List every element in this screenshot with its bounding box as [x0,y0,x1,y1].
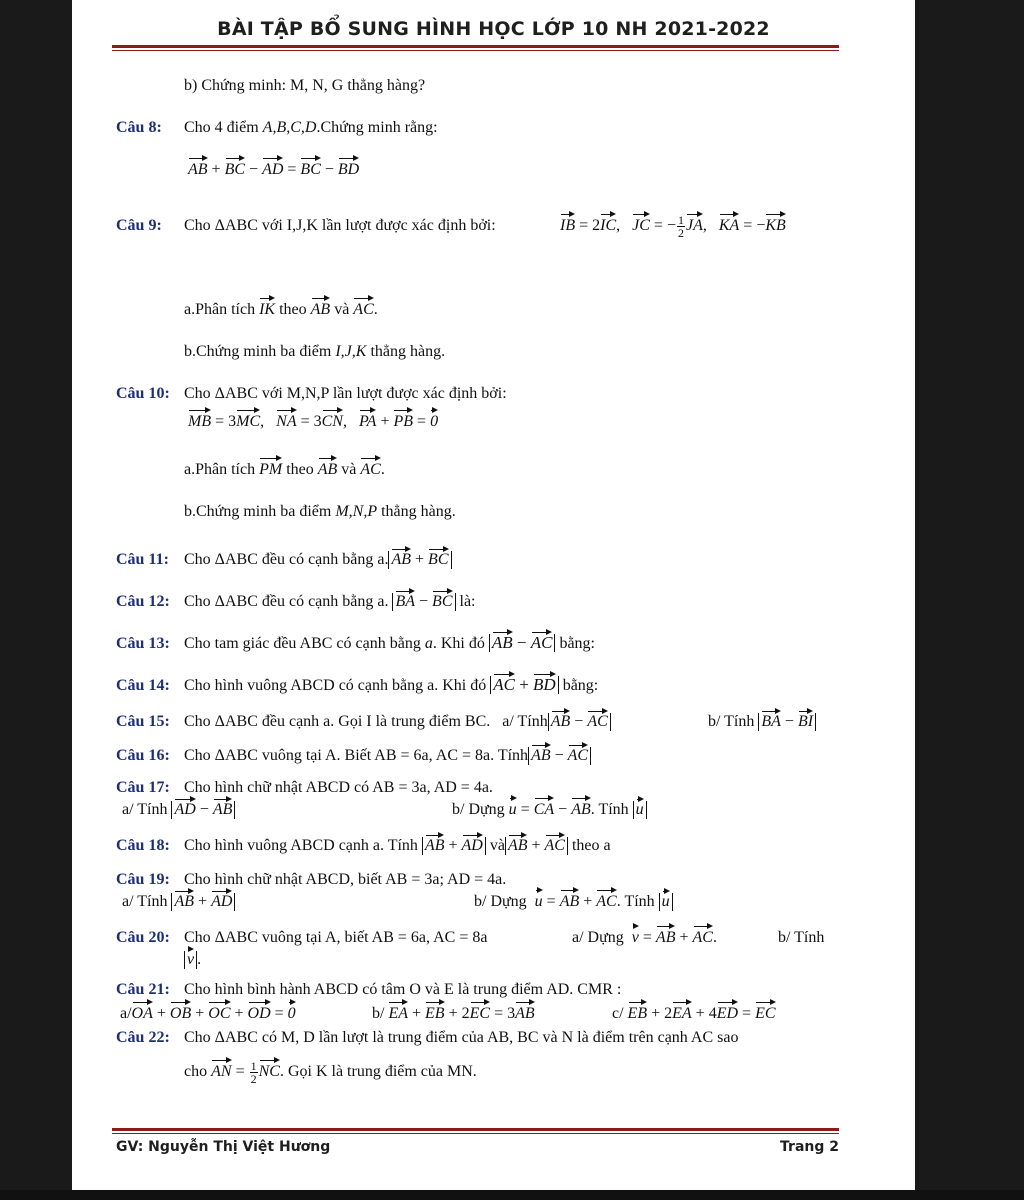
q12-tail: là: [459,593,476,610]
footer-rule-thin [112,1133,839,1134]
q17-b-label: b/ Dựng [452,801,505,818]
q18-text: Cho hình vuông ABCD cạnh a. Tính [184,837,418,854]
q17-part-a: a/ Tính AD − AB [122,800,235,820]
q15-text: Cho ΔABC đều cạnh a. Gọi I là trung điểm BC. [184,713,491,730]
q10-intro: Cho ΔABC với M,N,P lần lượt được xác định bởi: [184,385,507,402]
q9-part-a: a.Phân tích IK theo AB và AC. [184,301,378,318]
question-8 [116,118,438,138]
q17-c-label: . Tính [590,801,629,818]
q20-text: Cho ΔABC vuông tại A, biết AB = 6a, AC = 8a [184,929,488,946]
q20-part-a: a/ Dựng v = AB + AC. [572,929,717,946]
q14-tail: bằng: [562,677,599,694]
document-title: BÀI TẬP BỔ SUNG HÌNH HỌC LỚP 10 NH 2021-2022 [217,18,770,40]
q19-b-label: b/ Dựng [474,893,527,910]
q19-part-a: a/ Tính AB + AD [122,892,235,912]
question-8-label: Câu 8: [116,119,162,136]
q21-a-label: a/ [120,1005,132,1022]
question-18: Câu 18: Cho hình vuông ABCD cạnh a. Tính AB + AD và AB + AC theo a [116,837,611,854]
q16-text: Cho ΔABC vuông tại A. Biết AB = 6a, AC = 8a. Tính [184,747,529,764]
q13-tail: bằng: [559,635,595,652]
question-20 [116,928,487,948]
question-19-label: Câu 19: [116,871,170,888]
question-9-label: Câu 9: [116,217,162,234]
q18-and: và [489,837,505,854]
question-17 [116,778,493,798]
question-17-label: Câu 17: [116,779,170,796]
q19-c-label: . Tính [616,893,655,910]
q13-text: Cho tam giác đều ABC có cạnh bằng [184,635,421,652]
question-18-label: Câu 18: [116,837,170,854]
question-19 [116,870,506,890]
question-10-label: Câu 10: [116,385,170,402]
q17-text: Cho hình chữ nhật ABCD có AB = 3a, AD = 4a. [184,779,493,796]
footer-rule [112,1128,839,1131]
q8-equation: AB + BC − AD = BC − BD [188,161,360,178]
q20-abs-v: v . [184,950,201,970]
question-12: Câu 12: Cho ΔABC đều có cạnh bằng a. BA − BC là: [116,593,476,610]
question-14: Câu 14: Cho hình vuông ABCD có cạnh bằng a. Khi đó AC + BD bằng: [116,675,599,694]
q20-a-label: a/ Dựng [572,929,624,946]
q8-rest: .Chứng minh rằng: [316,119,438,136]
question-9 [116,216,496,236]
q9-intro: Cho ΔABC với I,J,K lần lượt được xác định bởi: [184,217,496,234]
bottom-border [0,1190,1024,1200]
q22-text: Cho ΔABC có M, D lần lượt là trung điểm của AB, BC và N là điểm trên cạnh AC sao [184,1029,739,1046]
q9-equations: IB = 2IC, JC = − $\frac{1}{2}$ JA, KA = −KB [560,213,786,240]
q12-text: Cho ΔABC đều có cạnh bằng a. [184,593,389,610]
question-14-label: Câu 14: [116,677,170,694]
q11-text: Cho ΔABC đều có cạnh bằng a. [184,551,389,568]
q14-text: Cho hình vuông ABCD có cạnh bằng a. Khi đó [184,677,487,694]
q21-part-b: b/ EA + EB + 2EC = 3AB [372,1005,535,1022]
q9-part-b: b.Chứng minh ba điểm I,J,K thẳng hàng. [184,343,446,360]
question-13-label: Câu 13: [116,635,170,652]
question-21-label: Câu 21: [116,981,170,998]
q17-a-label: a/ Tính [122,801,168,818]
q20-part-b [778,928,824,948]
q15-part-a: a/ Tính [502,713,548,730]
q20-b-label: b/ Tính [778,929,825,946]
q15-part-b: b/ Tính [708,713,755,730]
q8-points: A,B,C,D [262,119,317,136]
question-12-label: Câu 12: [116,593,170,610]
q21-text: Cho hình bình hành ABCD có tâm O và E là trung điểm AD. CMR : [184,981,622,998]
question-13: Câu 13: Cho tam giác đều ABC có cạnh bằng a. Khi đó AB − AC bằng: [116,633,595,652]
q22-cont: cho AN = $\frac{1}{2}$ NC. Gọi K là trung điểm của MN. [184,1059,477,1086]
q10-equations: MB = 3MC, NA = 3CN, PA + PB = 0 [188,413,439,430]
question-21 [116,980,621,1000]
q15-part-b-wrap: b/ Tính BA − BI [708,712,816,732]
question-11-label: Câu 11: [116,551,169,568]
q21-c-label: c/ [612,1005,624,1022]
q22-cho: cho [184,1063,208,1081]
question-22-label: Câu 22: [116,1029,170,1046]
question-20-label: Câu 20: [116,929,170,946]
question-11: Câu 11: Cho ΔABC đều có cạnh bằng a. AB + BC [116,550,452,570]
question-22 [116,1028,738,1048]
header-rule [112,45,839,48]
q19-part-b: b/ Dựng u = AB + AC. Tính u [474,892,673,912]
q10-part-a: a.Phân tích PM theo AB và AC. [184,461,385,478]
q21-b-label: b/ [372,1005,385,1022]
q21-part-a: a/OA + OB + OC + OD = 0 [120,1005,296,1022]
question-15: Câu 15: Cho ΔABC đều cạnh a. Gọi I là trung điểm BC. a/ Tính AB − AC [116,712,611,732]
footer-author: GV: Nguyễn Thị Việt Hương [116,1139,331,1155]
q22-tail: . Gọi K là trung điểm của MN. [279,1063,477,1081]
question-16-label: Câu 16: [116,747,170,764]
q19-text: Cho hình chữ nhật ABCD, biết AB = 3a; AD = 4a. [184,871,507,888]
q10-part-b: b.Chứng minh ba điểm M,N,P thẳng hàng. [184,503,456,520]
document-page [72,0,915,1190]
q19-a-label: a/ Tính [122,893,168,910]
question-15-label: Câu 15: [116,713,170,730]
question-10 [116,384,507,404]
q18-tail: theo a [571,837,611,854]
q8-intro: Cho 4 điểm [184,119,259,136]
q17-part-b: b/ Dựng u = CA − AB. Tính u [452,800,647,820]
footer-page-number: Trang 2 [780,1139,839,1155]
q21-part-c: c/ EB + 2EA + 4ED = EC [612,1005,776,1022]
question-16: Câu 16: Cho ΔABC vuông tại A. Biết AB = 6a, AC = 8a. Tính AB − AC [116,746,591,766]
prev-part-b: b) Chứng minh: M, N, G thẳng hàng? [184,77,426,94]
header-rule-thin [112,50,839,51]
q13-mid: . Khi đó [432,635,485,652]
